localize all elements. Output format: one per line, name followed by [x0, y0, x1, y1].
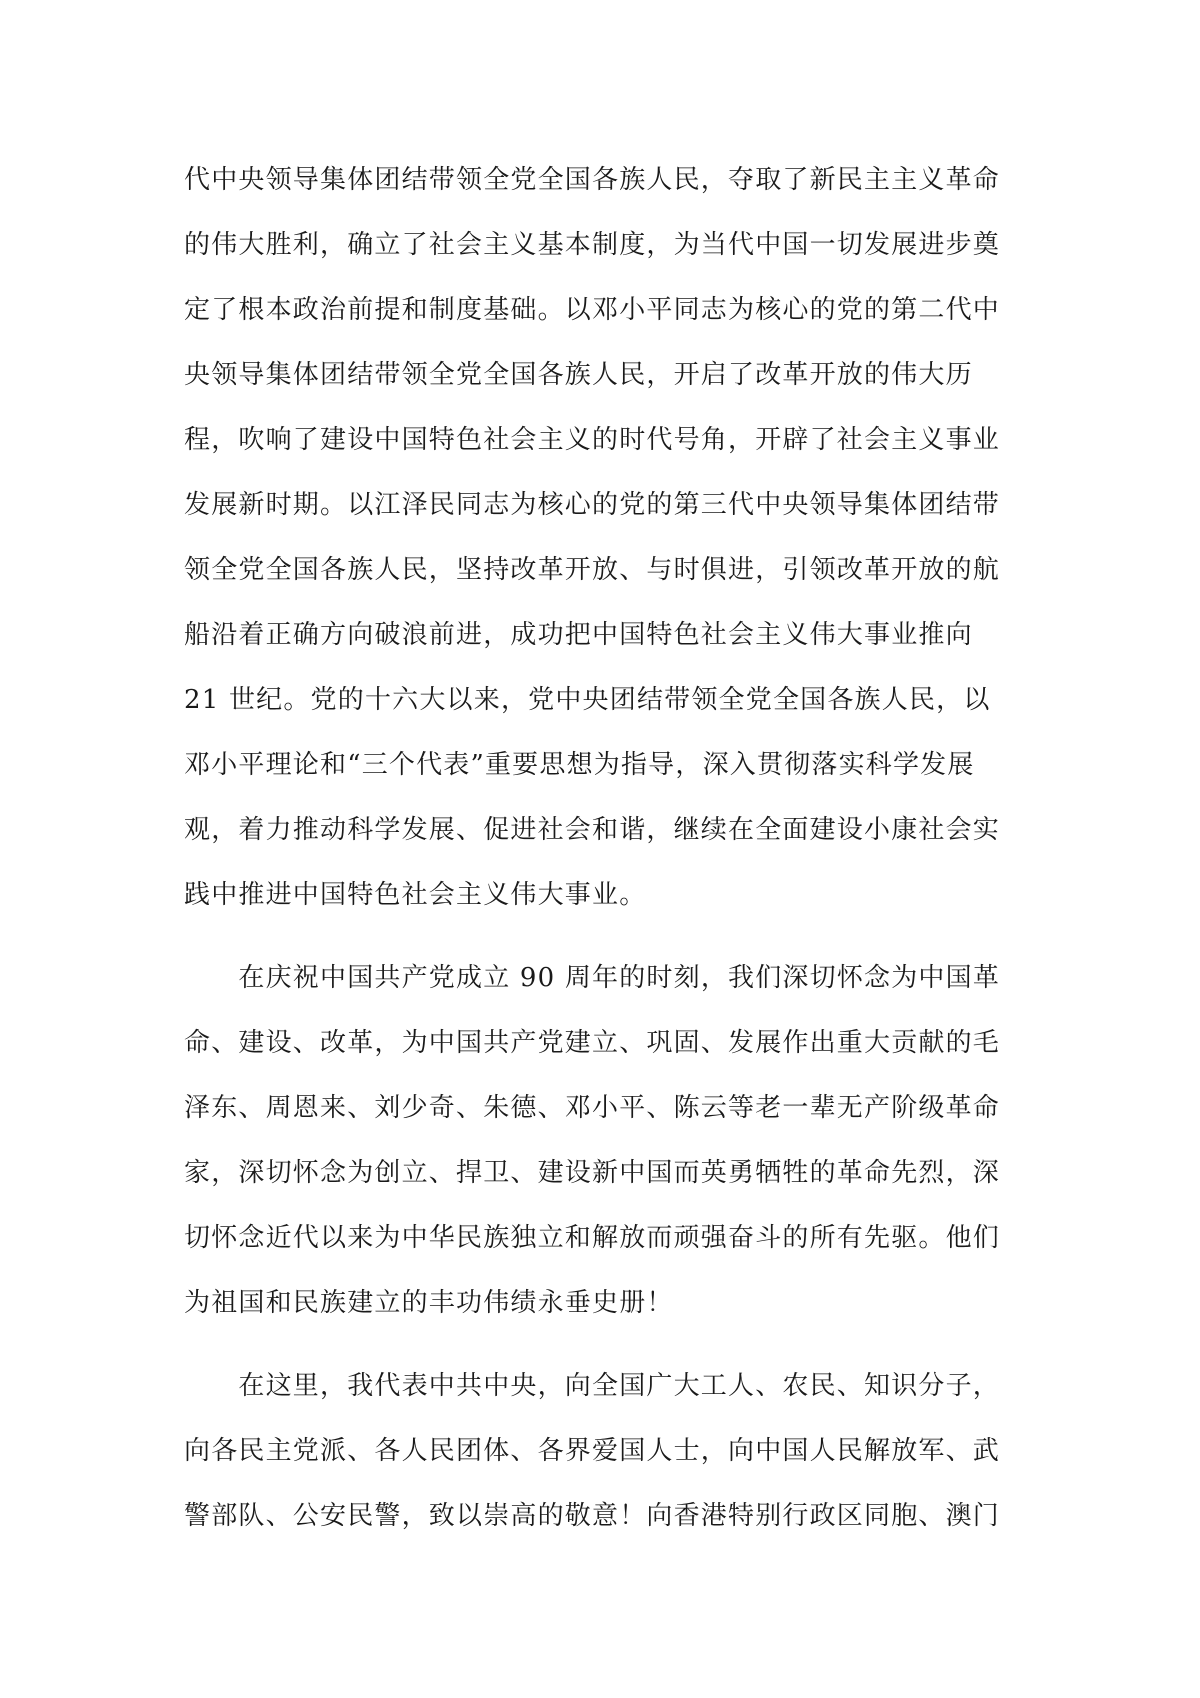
text-line: 定了根本政治前提和制度基础。以邓小平同志为核心的党的第二代中 — [184, 295, 1001, 325]
text-line: 向各民主党派、各人民团体、各界爱国人士，向中国人民解放军、武 — [184, 1436, 1001, 1466]
text-line: 观，着力推动科学发展、促进社会和谐，继续在全面建设小康社会实 — [184, 815, 1001, 845]
text-line: 命、建设、改革，为中国共产党建立、巩固、发展作出重大贡献的毛 — [184, 1028, 1001, 1058]
paragraph-2 — [184, 946, 1024, 1336]
text-line: 邓小平理论和“三个代表”重要思想为指导，深入贯彻落实科学发展 — [184, 750, 975, 780]
text-line: 21 世纪。党的十六大以来，党中央团结带领全党全国各族人民，以 — [184, 685, 991, 715]
text-line: 泽东、周恩来、刘少奇、朱德、邓小平、陈云等老一辈无产阶级革命 — [184, 1093, 1001, 1123]
text-line: 切怀念近代以来为中华民族独立和解放而顽强奋斗的所有先驱。他们 — [184, 1223, 1001, 1253]
text-line: 为祖国和民族建立的丰功伟绩永垂史册！ — [184, 1288, 674, 1318]
text-line: 在庆祝中国共产党成立 90 周年的时刻，我们深切怀念为中国革 — [184, 963, 1001, 993]
text-line: 践中推进中国特色社会主义伟大事业。 — [184, 880, 647, 910]
paragraph-3 — [184, 1354, 1024, 1549]
text-line: 领全党全国各族人民，坚持改革开放、与时俱进，引领改革开放的航 — [184, 555, 1001, 585]
text-line: 的伟大胜利，确立了社会主义基本制度，为当代中国一切发展进步奠 — [184, 230, 1001, 260]
paragraph-1 — [184, 148, 1024, 928]
text-line: 船沿着正确方向破浪前进，成功把中国特色社会主义伟大事业推向 — [184, 620, 973, 650]
text-line: 警部队、公安民警，致以崇高的敬意！向香港特别行政区同胞、澳门 — [184, 1501, 1001, 1531]
text-line: 央领导集体团结带领全党全国各族人民，开启了改革开放的伟大历 — [184, 360, 973, 390]
text-line: 发展新时期。以江泽民同志为核心的党的第三代中央领导集体团结带 — [184, 490, 1001, 520]
text-line: 家，深切怀念为创立、捍卫、建设新中国而英勇牺牲的革命先烈，深 — [184, 1158, 1001, 1188]
text-line: 在这里，我代表中共中央，向全国广大工人、农民、知识分子， — [184, 1371, 1001, 1401]
text-line: 程，吹响了建设中国特色社会主义的时代号角，开辟了社会主义事业 — [184, 425, 1001, 455]
text-line: 代中央领导集体团结带领全党全国各族人民，夺取了新民主主义革命 — [184, 165, 1001, 195]
